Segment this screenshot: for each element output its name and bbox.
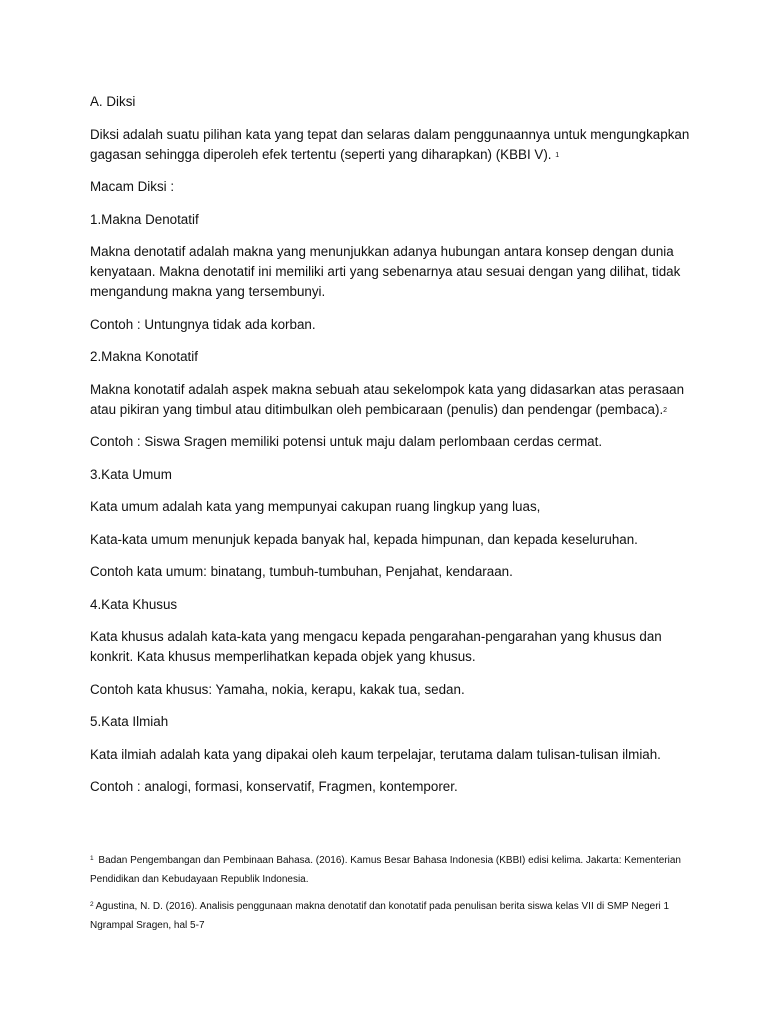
footnote-mark: 1	[90, 855, 94, 862]
subsection-title: 5.Kata Ilmiah	[90, 714, 169, 729]
example-line: Contoh kata khusus: Yamaha, nokia, kerapu, kakak tua, sedan.	[90, 681, 465, 697]
example-line: Contoh : Siswa Sragen memiliki potensi untuk maju dalam perlombaan cerdas cermat.	[90, 434, 603, 449]
subsection-title: 1.Makna Denotatif	[90, 211, 199, 227]
footnote-mark: 2	[90, 901, 94, 908]
body-paragraph: Kata umum adalah kata yang mempunyai cakupan ruang lingkup yang luas,	[90, 499, 541, 514]
section-heading: A. Diksi	[90, 94, 136, 109]
subsection-title: 4.Kata Khusus	[90, 596, 178, 612]
footnote-ref: 1	[555, 151, 560, 159]
macam-diksi-label: Macam Diksi :	[90, 179, 175, 194]
footnote	[90, 898, 690, 935]
body-paragraph: Kata-kata umum menunjuk kepada banyak hal, kepada himpunan, dan kepada keseluruhan.	[90, 531, 638, 547]
definition-text: Diksi adalah suatu pilihan kata yang tepat dan selaras dalam penggunaannya untuk mengungkapkan gagasan sehingga diperoleh efek tertentu (seperti yang diharapkan) (KBBI V).	[90, 126, 690, 162]
body-paragraph: Kata ilmiah adalah kata yang dipakai oleh kaum terpelajar, terutama dalam tulisan-tulisan ilmiah.	[90, 746, 661, 762]
body-paragraph	[90, 380, 690, 420]
footnotes	[90, 852, 690, 944]
example-line: Contoh : Untungnya tidak ada korban.	[90, 316, 316, 332]
footnote-ref: 2	[663, 406, 668, 414]
footnote	[90, 852, 690, 889]
definition-paragraph	[90, 125, 690, 165]
footnote-text: Agustina, N. D. (2016). Analisis penggunaan makna denotatif dan konotatif pada penulisan berita siswa kelas VII di SMP Negeri 1 Ngrampal Sragen, hal 5-7	[90, 901, 670, 931]
subsection-title: 2.Makna Konotatif	[90, 349, 198, 364]
document-body	[90, 92, 690, 810]
body-paragraph: Makna denotatif adalah makna yang menunjukkan adanya hubungan antara konsep dengan dunia kenyataan. Makna denotatif ini memiliki arti yang sebenarnya atau sesuai dengan yang dilihat, tidak mengandung makna yang tersembunyi.	[90, 244, 681, 299]
example-line: Contoh kata umum: binatang, tumbuh-tumbuhan, Penjahat, kendaraan.	[90, 564, 513, 579]
body-paragraph: Kata khusus adalah kata-kata yang mengacu kepada pengarahan-pengarahan yang khusus dan konkrit. Kata khusus memperlihatkan kepada objek yang khusus.	[90, 629, 662, 664]
subsection-title: 3.Kata Umum	[90, 466, 172, 482]
example-line: Contoh : analogi, formasi, konservatif, Fragmen, kontemporer.	[90, 779, 458, 794]
footnote-text: Badan Pengembangan dan Pembinaan Bahasa. (2016). Kamus Besar Bahasa Indonesia (KBBI) edisi kelima. Jakarta: Kementerian Pendidikan dan Kebudayaan Republik Indonesia.	[90, 855, 681, 885]
body-paragraph-text: Makna konotatif adalah aspek makna sebuah atau sekelompok kata yang didasarkan atas perasaan atau pikiran yang timbul atau ditimbulkan oleh pembicaraan (penulis) dan pendengar (pembaca).	[90, 381, 685, 417]
